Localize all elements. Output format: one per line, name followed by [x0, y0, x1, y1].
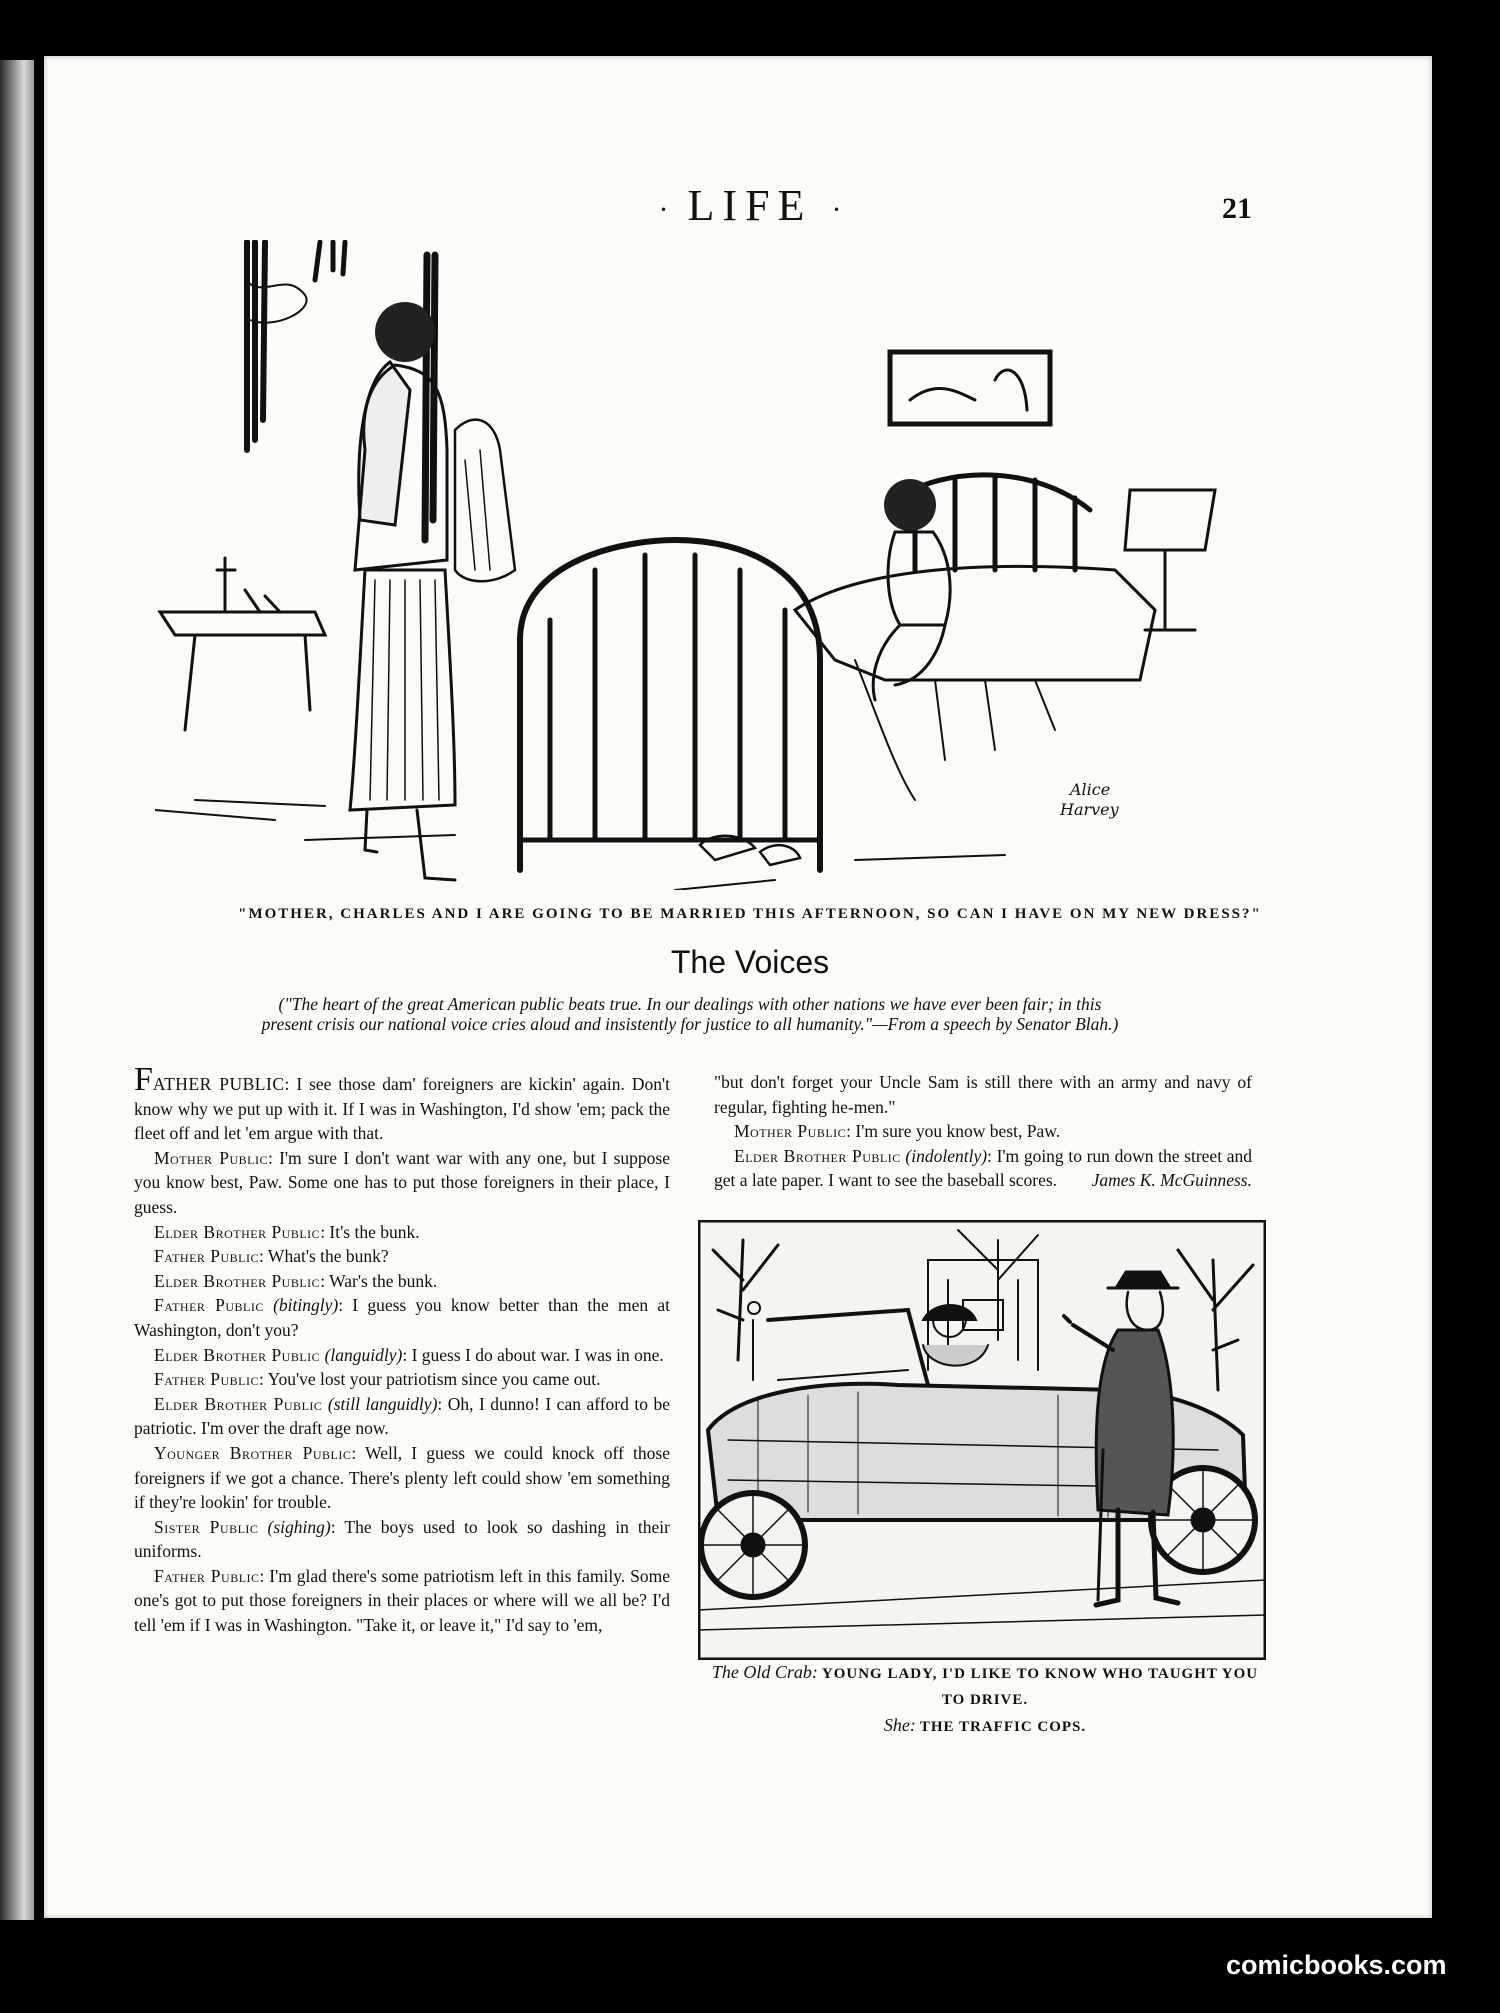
dialogue-paragraph: [134, 1441, 670, 1515]
right-column: [714, 1070, 1252, 1193]
speaker-name: Father Public: [154, 1369, 260, 1390]
car-cartoon-caption: [700, 1660, 1270, 1740]
dialogue-text: : I'm glad there's some patriotism left in this family. Some one's got to put those foreigners in their places or where will we all be? I'd tell 'em if I was in Washington. "Take it, or leave it," I'd say to 'em,: [134, 1565, 670, 1636]
dialogue-text: : The boys used to look so dashing in their uniforms.: [134, 1516, 671, 1562]
speaker-name: Father Public: [154, 1565, 260, 1586]
top-cartoon-caption: "MOTHER, CHARLES AND I ARE GOING TO BE MARRIED THIS AFTERNOON, SO CAN I HAVE ON MY NEW DRESS?": [238, 906, 1262, 922]
dialogue-text: : Oh, I dunno! I can afford to be patriotic. I'm over the draft age now.: [134, 1393, 670, 1439]
stage-direction: (indolently): [905, 1145, 988, 1166]
watermark: comicbooks.com: [1226, 1950, 1447, 1980]
dialogue-text: : What's the bunk?: [259, 1246, 389, 1267]
dialogue-text: : I'm sure I don't want war with any one, but I suppose you know best, Paw. Some one has to put those foreigners in their place, I guess.: [134, 1147, 670, 1217]
dialogue-paragraph: [134, 1146, 670, 1220]
caption-dialogue-she: THE TRAFFIC COPS.: [919, 1719, 1087, 1735]
speaker-name: Elder Brother Public: [154, 1393, 323, 1414]
car-cartoon-illustration: [698, 1220, 1266, 1660]
dialogue-text: : War's the bunk.: [320, 1270, 438, 1291]
svg-text:Alice: Alice: [1070, 780, 1111, 799]
masthead-dot-right: ·: [831, 192, 842, 226]
article-title: The Voices: [670, 944, 830, 980]
dialogue-paragraph: [134, 1220, 670, 1245]
caption-speaker-old-crab: The Old Crab:: [711, 1662, 818, 1682]
drop-cap: F: [134, 1061, 153, 1098]
dialogue-text: : I'm going to run down the street and get a late paper. I want to see the baseball scores.: [714, 1145, 1252, 1191]
dialogue-paragraph: [134, 1392, 670, 1441]
dialogue-text: : It's the bunk.: [320, 1221, 420, 1242]
left-column: [134, 1061, 671, 1638]
dialogue-paragraph: [134, 1293, 670, 1342]
dialogue-text: : I guess you know better than the men at Washington, don't you?: [134, 1295, 670, 1340]
stage-direction: (languidly): [324, 1344, 403, 1365]
masthead-dot-left: ·: [658, 192, 669, 226]
dialogue-text: : Well, I guess we could knock off those foreigners if we got a chance. There's plenty left could show 'em something if they're lookin' for trouble.: [134, 1442, 670, 1513]
speaker-name: Elder Brother Public: [154, 1221, 321, 1242]
dialogue-text: : I see those dam' foreigners are kickin' again. Don't know why we put up with it. If I was in Washington, I'd show 'em; pack the fleet off and let 'em argue with that.: [134, 1074, 670, 1144]
dialogue-paragraph: [714, 1119, 1252, 1144]
bedroom-cartoon-illustration: [155, 240, 1235, 890]
speaker-name: Mother Public: [154, 1147, 268, 1168]
stage-direction: (still languidly): [327, 1393, 438, 1414]
speaker-name: Elder Brother Public: [154, 1344, 321, 1365]
speaker-name: Elder Brother Public: [154, 1270, 321, 1291]
dialogue-continuation: "but don't forget your Uncle Sam is still there with an army and navy of regular, fighting he-men.": [714, 1072, 1252, 1117]
dialogue-paragraph: [134, 1244, 670, 1269]
stage-direction: (bitingly): [273, 1295, 339, 1316]
caption-line-2: [700, 1713, 1270, 1740]
book-spine-edge: [0, 60, 34, 1920]
speaker-name: Father Public: [154, 1246, 260, 1267]
dialogue-text: : You've lost your patriotism since you came out.: [259, 1369, 601, 1390]
speaker-name: Mother Public: [734, 1121, 847, 1142]
author-signature: James K. McGuinness.: [1091, 1170, 1252, 1191]
dialogue-paragraph: [134, 1564, 670, 1638]
masthead-title: LIFE: [687, 181, 813, 230]
speaker-name: ATHER PUBLIC: [152, 1074, 285, 1094]
page-number: 21: [1222, 192, 1252, 225]
speaker-name: Father Public: [154, 1295, 264, 1316]
dialogue-paragraph: [134, 1515, 670, 1564]
speaker-name: Younger Brother Public: [154, 1442, 352, 1463]
masthead: [0, 180, 1500, 231]
dialogue-text: : I'm sure you know best, Paw.: [846, 1121, 1061, 1142]
dialogue-paragraph: [134, 1269, 670, 1294]
svg-text:Harvey: Harvey: [1060, 800, 1119, 819]
caption-line-1: [700, 1660, 1270, 1713]
caption-speaker-she: She:: [883, 1715, 916, 1735]
article-epigraph: ("The heart of the great American public beats true. In our dealings with other nations we have ever been fair; in this present crisis our national voice cries aloud and insistently for justice to all humanity."—From a speech by Senator Blah.): [261, 994, 1119, 1034]
dialogue-text: : I guess I do about war. I was in one.: [402, 1344, 664, 1365]
stage-direction: (sighing): [267, 1516, 331, 1537]
speaker-name: Sister Public: [154, 1516, 259, 1537]
dialogue-paragraph: [134, 1343, 670, 1368]
dialogue-paragraph: [134, 1367, 670, 1392]
speaker-name: Elder Brother Public: [734, 1145, 901, 1166]
caption-dialogue-old-crab: YOUNG LADY, I'D LIKE TO KNOW WHO TAUGHT YOU TO DRIVE.: [821, 1666, 1259, 1708]
dialogue-paragraph: [134, 1061, 670, 1146]
dialogue-paragraph: [714, 1144, 1252, 1193]
